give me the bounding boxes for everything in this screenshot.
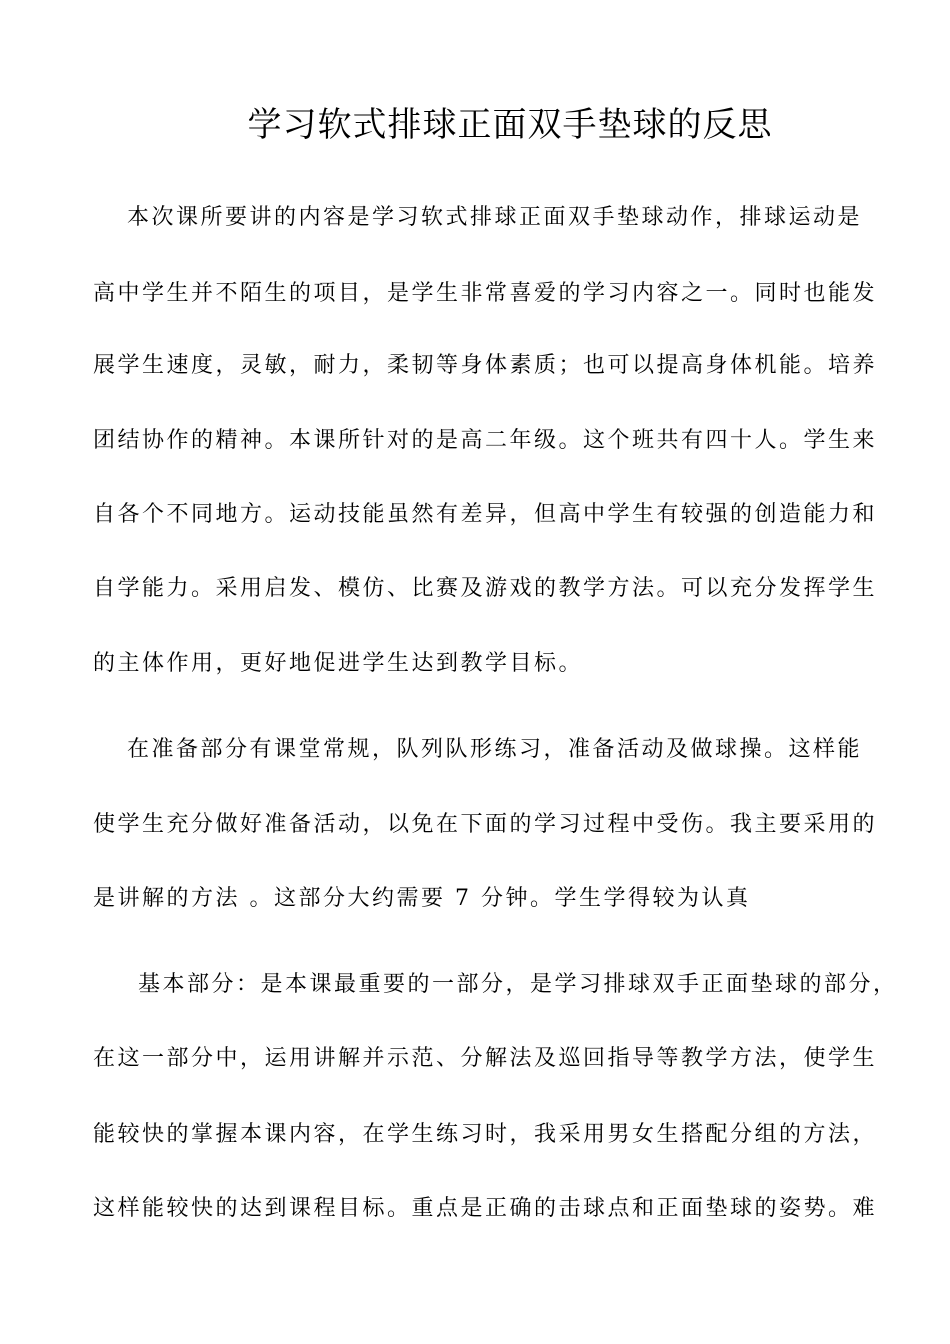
paragraph-line: 高中学生并不陌生的项目，是学生非常喜爱的学习内容之一。同时也能发 (93, 281, 878, 306)
paragraph-line: 本次课所要讲的内容是学习软式排球正面双手垫球动作，排球运动是 (127, 205, 863, 230)
paragraph-line: 使学生充分做好准备活动，以免在下面的学习过程中受伤。我主要采用的 (93, 812, 878, 837)
paragraph-line: 是讲解的方法 。这部分大约需要 7 分钟。学生学得较为认真 (93, 886, 751, 911)
document-title: 学习软式排球正面双手垫球的反思 (247, 105, 773, 145)
paragraph-line: 的主体作用，更好地促进学生达到教学目标。 (93, 651, 584, 676)
paragraph-line: 团结协作的精神。本课所针对的是高二年级。这个班共有四十人。学生来 (93, 428, 878, 453)
paragraph-line: 能较快的掌握本课内容，在学生练习时，我采用男女生搭配分组的方法， (93, 1122, 878, 1147)
paragraph-line: 展学生速度，灵敏，耐力，柔韧等身体素质；也可以提高身体机能。培养 (93, 353, 878, 378)
paragraph-line: 基本部分：是本课最重要的一部分，是学习排球双手正面垫球的部分， (138, 972, 898, 997)
paragraph-line: 自学能力。采用启发、模仿、比赛及游戏的教学方法。可以充分发挥学生 (93, 576, 878, 601)
paragraph-line: 在准备部分有课堂常规，队列队形练习，准备活动及做球操。这样能 (127, 737, 863, 762)
paragraph-line: 这样能较快的达到课程目标。重点是正确的击球点和正面垫球的姿势。难 (93, 1196, 878, 1221)
paragraph-line: 自各个不同地方。运动技能虽然有差异，但高中学生有较强的创造能力和 (93, 502, 878, 527)
paragraph-line: 在这一部分中，运用讲解并示范、分解法及巡回指导等教学方法，使学生 (93, 1046, 878, 1071)
